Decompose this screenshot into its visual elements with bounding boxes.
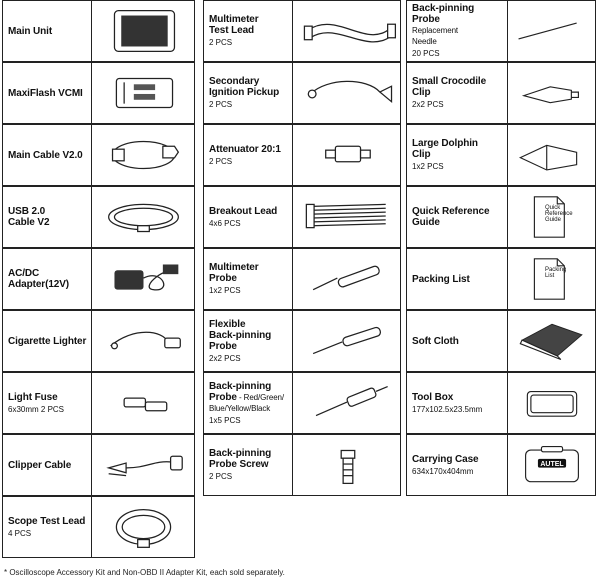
item-name: Tool Box [412,391,454,403]
breakout-lead-icon [292,187,401,247]
item-name: Back-pinning Probe Replacement Needle [412,3,475,46]
item-cell [203,124,401,186]
backpinning-probe-icon [292,373,401,433]
footnote: * Oscilloscope Accessory Kit and Non-OBD II Adapter Kit, each sold separately. [4,568,285,577]
document-text: Packing List [544,267,567,279]
item-name: Soft Cloth [412,335,459,347]
item-name: Scope Test Lead [8,515,86,527]
carrying-case-icon [507,435,596,495]
item-name-suffix: Replacement Needle [412,26,459,46]
item-label [204,311,292,371]
item-cell [2,62,195,124]
item-label [3,497,91,557]
item-name: Flexible Back-pinning Probe [209,318,272,352]
item-cell [2,248,195,310]
item-label [3,311,91,371]
item-cell [2,372,195,434]
item-name: AC/DC Adapter(12V) [8,268,70,290]
item-quantity: 1x2 PCS [209,286,241,295]
test-lead-icon [292,1,401,61]
flexible-probe-icon [292,311,401,371]
item-cell [406,248,596,310]
item-label [3,373,91,433]
item-name: Clipper Cable [8,459,72,471]
item-name: Back-pinning Probe Screw [209,448,272,470]
item-quantity: 6x30mm 2 PCS [8,404,65,414]
small-crocodile-clip-icon [507,63,596,123]
obd-cable-icon [91,125,195,185]
item-cell [2,496,195,558]
item-name: Secondary Ignition Pickup [209,76,280,98]
item-name: MaxiFlash VCMI [8,87,83,99]
item-label [407,373,507,433]
fuse-icon [91,373,195,433]
item-cell [406,310,596,372]
item-name: Small Crocodile Clip [412,76,487,98]
item-quantity: 1x2 PCS [412,162,444,171]
item-quantity: 2 PCS [209,472,233,481]
item-name: Main Unit [8,25,53,37]
item-name: Quick Reference Guide [412,206,490,228]
item-label [3,125,91,185]
item-quantity: 2x2 PCS [209,353,241,363]
item-label [204,435,292,495]
large-dolphin-clip-icon [507,125,596,185]
item-label [407,125,507,185]
scope-lead-icon [91,497,195,557]
item-label [3,1,91,61]
item-quantity: 4 PCS [8,528,32,538]
item-label [407,249,507,309]
item-quantity: 177x102.5x23.5mm [412,404,483,414]
ignition-pickup-icon [292,63,401,123]
item-cell [203,62,401,124]
item-cell [203,248,401,310]
probe-screw-icon [292,435,401,495]
item-name: Multimeter Probe [209,262,259,284]
item-label [407,435,507,495]
item-name: Packing List [412,273,470,285]
item-label [407,63,507,123]
item-cell [406,0,596,62]
item-cell [406,186,596,248]
item-cell [406,124,596,186]
item-name: Back-pinning Probe - Red/Green/ Blue/Yellow/Black [209,380,285,413]
item-name: Carrying Case [412,453,479,465]
item-quantity: 2 PCS [209,38,233,47]
item-quantity: 1x5 PCS [209,415,241,425]
clipper-cable-icon [91,435,195,495]
item-cell [2,434,195,496]
item-quantity: 634x170x404mm [412,466,474,476]
item-name: Large Dolphin Clip [412,138,478,160]
item-cell [406,434,596,496]
brand-logo: AUTEL [540,461,564,469]
item-quantity: 4x6 PCS [209,218,241,228]
item-label [204,187,292,247]
item-cell [203,310,401,372]
item-label [204,1,292,61]
document-text: Quick Reference Guide [544,205,573,223]
item-cell [2,0,195,62]
item-label [204,373,292,433]
item-label [3,249,91,309]
item-label [204,249,292,309]
item-label [3,187,91,247]
item-label [3,435,91,495]
cigarette-lighter-cable-icon [91,311,195,371]
item-cell [406,372,596,434]
item-label [204,125,292,185]
cloth-icon [507,311,596,371]
item-name: USB 2.0 Cable V2 [8,206,50,228]
item-cell [203,434,401,496]
item-cell [203,372,401,434]
tablet-icon [91,1,195,61]
item-quantity: 2x2 PCS [412,100,444,109]
item-name: Light Fuse [8,391,58,403]
item-cell [203,186,401,248]
item-name: Multimeter Test Lead [209,14,259,36]
power-adapter-icon [91,249,195,309]
document-icon [507,249,596,309]
item-label [407,1,507,61]
item-quantity: 2 PCS [209,156,233,166]
item-name: Main Cable V2.0 [8,149,83,161]
needle-icon [507,1,596,61]
item-quantity: 20 PCS [412,49,440,58]
tool-box-icon [507,373,596,433]
item-name: Attenuator 20:1 [209,143,281,155]
item-cell [2,310,195,372]
multimeter-probe-icon [292,249,401,309]
attenuator-icon [292,125,401,185]
item-label [407,311,507,371]
item-label [407,187,507,247]
usb-cable-icon [91,187,195,247]
item-cell [2,186,195,248]
item-cell [2,124,195,186]
document-icon [507,187,596,247]
item-cell [406,62,596,124]
item-name-suffix: - Red/Green/ Blue/Yellow/Black [209,392,285,413]
item-name: Cigarette Lighter [8,335,87,347]
item-label [3,63,91,123]
item-label [204,63,292,123]
item-cell [203,0,401,62]
item-quantity: 2 PCS [209,100,233,109]
vcmi-device-icon [91,63,195,123]
item-name: Breakout Lead [209,205,278,217]
